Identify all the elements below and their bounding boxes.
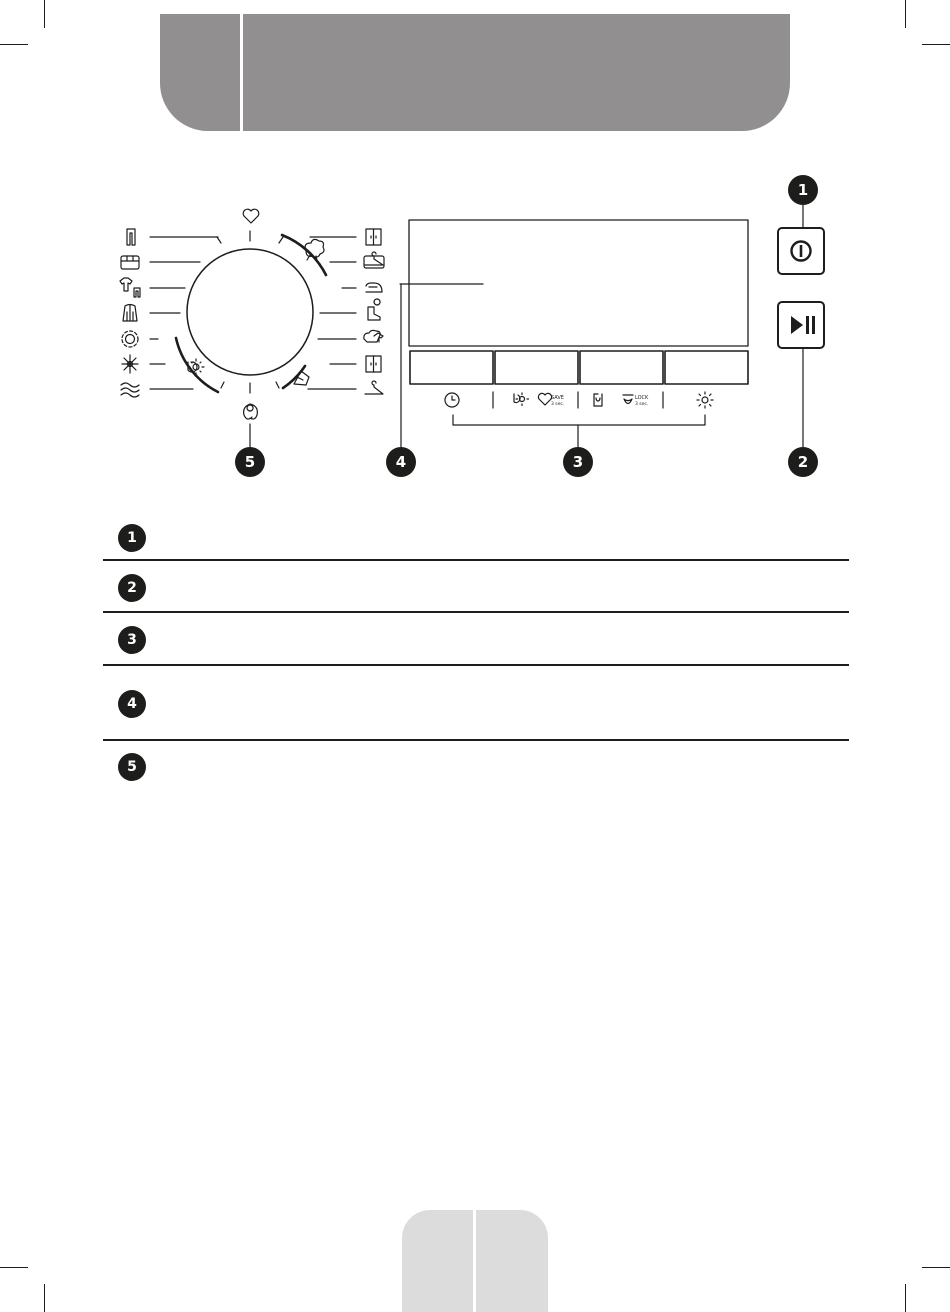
timer-icon (445, 393, 459, 407)
start-pause-button[interactable] (777, 301, 825, 349)
legend-badge: 2 (118, 574, 146, 602)
legend-divider (103, 664, 849, 666)
legend-badge: 1 (118, 524, 146, 552)
option-bracket (453, 415, 705, 447)
lock-label: LOCK (635, 395, 649, 401)
legend-badge: 4 (118, 690, 146, 718)
delay-sun-icon (188, 359, 204, 375)
crop-mark (0, 1267, 28, 1268)
save-label: SAVE (551, 395, 564, 401)
snowflake-icon (122, 355, 138, 373)
callout-1: 1 (788, 175, 818, 205)
power-icon (779, 229, 823, 273)
crop-mark (905, 1284, 906, 1312)
footer-divider (473, 1210, 476, 1312)
save-sublabel: 3 sec. (551, 402, 565, 407)
closet-icon (366, 229, 381, 245)
power-button[interactable] (777, 227, 825, 275)
delay-sun-icon (514, 393, 529, 406)
heart-icon (243, 209, 259, 223)
play-pause-icon (779, 303, 823, 347)
sun-icon (697, 392, 713, 408)
legend-item (103, 625, 849, 655)
rinse-icon (594, 394, 602, 406)
waves-icon (121, 383, 139, 397)
crop-mark (44, 1284, 45, 1312)
legend-item (103, 752, 849, 782)
jacket-icon (123, 305, 137, 322)
crop-mark (922, 1267, 950, 1268)
jeans-icon (127, 229, 135, 245)
callout-5: 5 (235, 447, 265, 477)
mixed-icon (364, 330, 383, 342)
legend-divider (103, 611, 849, 613)
spin-icon (244, 404, 258, 419)
legend-divider (103, 739, 849, 741)
closet-icon (366, 356, 381, 372)
shirt-pants-icon (120, 278, 140, 297)
bedding-icon (121, 256, 139, 269)
legend-item (103, 573, 849, 603)
legend-badge: 3 (118, 626, 146, 654)
callout-3: 3 (563, 447, 593, 477)
hanger-icon (365, 381, 383, 394)
program-knob (187, 249, 313, 375)
legend-item (103, 523, 849, 553)
display-panel (409, 220, 748, 346)
iron-icon (366, 283, 382, 292)
legend-item (103, 689, 849, 719)
boot-icon (368, 299, 380, 320)
gear-icon (122, 331, 138, 347)
callout-2: 2 (788, 447, 818, 477)
lock-icon (623, 395, 633, 404)
heart-save-icon (538, 393, 551, 405)
callout-4: 4 (386, 447, 416, 477)
legend-divider (103, 559, 849, 561)
lock-sublabel: 3 sec. (635, 402, 649, 407)
hanger-icon (364, 252, 384, 268)
option-buttons (410, 351, 748, 384)
legend-badge: 5 (118, 753, 146, 781)
